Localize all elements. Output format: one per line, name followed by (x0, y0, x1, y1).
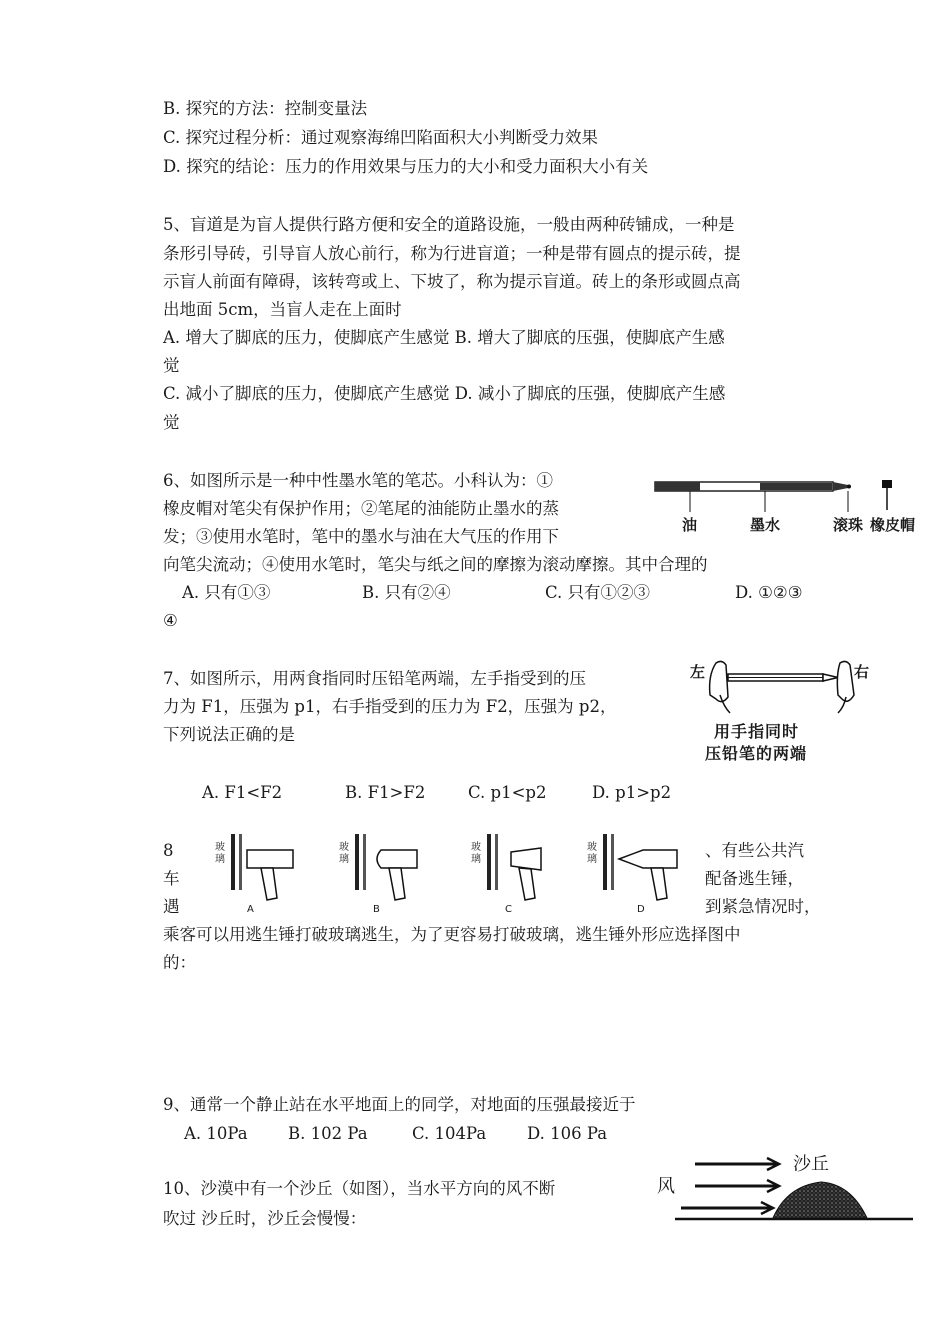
hammer-d-label: D (637, 904, 645, 915)
q6-option-d: D. ①②③ (735, 583, 803, 602)
ink-label: 墨水 (750, 516, 781, 534)
q4-option-b: B. 探究的方法：控制变量法 (163, 99, 368, 118)
q6-option-d-cont: ④ (163, 611, 178, 630)
q7-stem-line: 力为 F1，压强为 p1，右手指受到的压力为 F2，压强为 p2， (163, 697, 617, 716)
glass-label: 玻璃 (215, 842, 225, 865)
q10-stem-line: 10、沙漠中有一个沙丘（如图），当水平方向的风不断 (163, 1179, 556, 1198)
q8-stem-line: 乘客可以用逃生锤打破玻璃逃生，为了更容易打破玻璃，逃生锤外形应选择图中 (163, 925, 741, 944)
q9-option-b: B. 102 Pa (288, 1124, 368, 1143)
q8-right-fragment: 到紧急情况时， (705, 897, 821, 916)
q5-options-ab-cont: 觉 (163, 356, 180, 375)
q7-option-b: B. F1>F2 (345, 783, 426, 802)
q7-option-a: A. F1<F2 (202, 783, 283, 802)
q10-stem-line: 吹过 沙丘时，沙丘会慢慢： (163, 1209, 367, 1228)
q5-options-cd-cont: 觉 (163, 413, 180, 432)
glass-label: 玻璃 (471, 842, 481, 865)
q6-stem-line: 橡皮帽对笔尖有保护作用；②笔尾的油能防止墨水的蒸 (163, 499, 559, 518)
q7-stem-line: 下列说法正确的是 (163, 725, 295, 744)
q6-stem-line: 发；③使用水笔时，笔中的墨水与油在大气压的作用下 (163, 527, 559, 546)
q8-left-fragment: 8 (163, 841, 174, 860)
q8-left-fragment: 遇 (163, 897, 180, 916)
ball-label: 滚珠 (833, 516, 864, 534)
right-label: 右 (854, 663, 870, 681)
q5-options-cd: C. 减小了脚底的压力，使脚底产生感觉 D. 减小了脚底的压强，使脚底产生感 (163, 384, 726, 403)
hammer-c-label: C (505, 904, 512, 915)
q9-stem: 9、通常一个静止站在水平地面上的同学，对地面的压强最接近于 (163, 1095, 636, 1114)
figure-caption-line1: 用手指同时 (714, 722, 800, 741)
escape-hammers-figure (205, 828, 695, 920)
q5-stem-line: 条形引导砖，引导盲人放心前行，称为行进盲道；一种是带有圆点的提示砖，提 (163, 244, 741, 263)
q6-option-b: B. 只有②④ (362, 583, 451, 602)
q5-stem-line: 出地面 5cm，当盲人走在上面时 (163, 300, 402, 319)
q9-option-c: C. 104Pa (412, 1124, 487, 1143)
q8-left-fragment: 车 (163, 869, 180, 888)
q9-option-d: D. 106 Pa (527, 1124, 608, 1143)
q7-option-d: D. p1>p2 (592, 783, 672, 802)
q5-stem-line: 5、盲道是为盲人提供行路方便和安全的道路设施，一般由两种砖铺成，一种是 (163, 215, 735, 234)
wind-label: 风 (657, 1176, 675, 1197)
glass-label: 玻璃 (339, 842, 349, 865)
q6-option-a: A. 只有①③ (182, 583, 271, 602)
left-label: 左 (690, 663, 706, 681)
q8-right-fragment: 配备逃生锤， (705, 869, 804, 888)
q6-option-c: C. 只有①②③ (545, 583, 651, 602)
oil-label: 油 (682, 516, 698, 534)
q8-stem-line: 的： (163, 953, 196, 972)
q5-stem-line: 示盲人前面有障碍，该转弯或上、下坡了，称为提示盲道。砖上的条形或圆点高 (163, 272, 741, 291)
q8-right-fragment: 、有些公共汽 (705, 841, 804, 860)
q4-option-c: C. 探究过程分析：通过观察海绵凹陷面积大小判断受力效果 (163, 128, 599, 147)
figure-caption-line2: 压铅笔的两端 (705, 744, 808, 763)
rubber-cap-label: 橡皮帽 (870, 516, 916, 534)
pen-refill-figure (650, 470, 920, 542)
hammer-a-label: A (247, 904, 254, 915)
q6-stem-line: 6、如图所示是一种中性墨水笔的笔芯。小科认为：① (163, 471, 553, 490)
q7-stem-line: 7、如图所示，用两食指同时压铅笔两端，左手指受到的压 (163, 669, 586, 688)
dune-label: 沙丘 (793, 1154, 829, 1175)
sand-dune-figure (655, 1150, 915, 1232)
hammer-b-label: B (373, 904, 380, 915)
q6-stem-line: 向笔尖流动；④使用水笔时，笔尖与纸之间的摩擦为滚动摩擦。其中合理的 (163, 555, 708, 574)
q9-option-a: A. 10Pa (184, 1124, 248, 1143)
q5-options-ab: A. 增大了脚底的压力，使脚底产生感觉 B. 增大了脚底的压强，使脚底产生感 (163, 328, 725, 347)
q4-option-d: D. 探究的结论：压力的作用效果与压力的大小和受力面积大小有关 (163, 157, 649, 176)
pencil-fingers-figure (688, 655, 878, 765)
glass-label: 玻璃 (587, 842, 597, 865)
q7-option-c: C. p1<p2 (468, 783, 547, 802)
